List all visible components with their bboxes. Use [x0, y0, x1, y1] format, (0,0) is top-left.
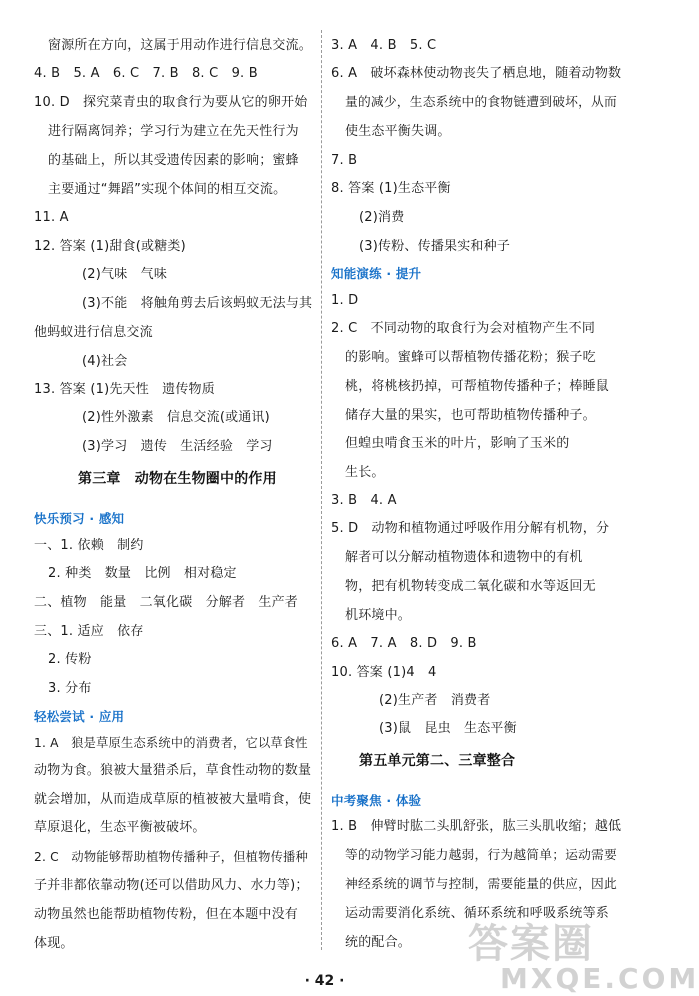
watermark-text: 答案圈: [468, 921, 594, 967]
text-line: 等的动物学习能力越弱，行为越简单；运动需要: [345, 848, 617, 863]
text-line: 2. C 不同动物的取食行为会对植物产生不同: [331, 321, 596, 336]
text-line: (3)不能 将触角剪去后该蚂蚁无法与其: [82, 296, 313, 311]
text-line: 13. 答案 (1)先天性 遗传物质: [34, 382, 215, 397]
section-heading: 中考聚焦 · 体验: [331, 793, 422, 808]
text-line: (3)鼠 昆虫 生态平衡: [379, 721, 517, 736]
text-line: 主要通过“舞蹈”实现个体间的相互交流。: [48, 182, 287, 197]
section-heading: 快乐预习 · 感知: [34, 511, 125, 526]
text-line: 储存大量的果实，也可帮助植物传播种子。: [345, 408, 596, 423]
text-line: 2. 种类 数量 比例 相对稳定: [48, 566, 237, 581]
text-line: (4)社会: [82, 354, 128, 369]
text-line: 生长。: [345, 465, 385, 480]
text-line: 10. D 探究菜青虫的取食行为要从它的卵开始: [34, 95, 308, 110]
text-line: 1. B 伸臂时肱二头肌舒张，肱三头肌收缩；越低: [331, 819, 622, 834]
text-line: 草原退化，生态平衡被破坏。: [34, 820, 206, 835]
text-line: 运动需要消化系统、循环系统和呼吸系统等系: [345, 906, 610, 921]
text-line: 二、植物 能量 二氧化碳 分解者 生产者: [34, 595, 299, 610]
text-line: 他蚂蚁进行信息交流: [34, 325, 153, 340]
text-line: 3. A 4. B 5. C: [331, 38, 437, 53]
text-line: 机环境中。: [345, 608, 412, 623]
text-line: (2)气味 气味: [82, 267, 168, 282]
text-line: 3. B 4. A: [331, 493, 397, 508]
text-line: 就会增加，从而造成草原的植被被大量啃食，使: [34, 792, 312, 807]
chapter-heading: 第五单元第二、三章整合: [359, 753, 516, 769]
page-number: · 42 ·: [304, 973, 345, 989]
text-line: 1. A 狼是草原生态系统中的消费者，它以草食性: [34, 736, 308, 750]
text-line: 神经系统的调节与控制，需要能量的供应，因此: [345, 877, 617, 892]
text-line: 进行隔离饲养；学习行为建立在先天性行为: [48, 124, 299, 139]
text-line: 8. 答案 (1)生态平衡: [331, 181, 451, 196]
text-line: 1. D: [331, 293, 359, 308]
watermark-url: MXQE.COM: [500, 962, 699, 995]
text-line: 量的减少，生态系统中的食物链遭到破坏，从而: [345, 95, 617, 110]
text-line: 窗源所在方向，这属于用动作进行信息交流。: [48, 38, 313, 53]
text-line: (3)传粉、传播果实和种子: [359, 239, 511, 254]
column-divider: [321, 30, 323, 950]
text-line: 物，把有机物转变成二氧化碳和水等返回无: [345, 579, 596, 594]
text-line: 5. D 动物和植物通过呼吸作用分解有机物，分: [331, 521, 610, 536]
text-line: 三、1. 适应 依存: [34, 624, 144, 639]
text-line: 桃，将桃核扔掉，可帮植物传播种子；棒睡鼠: [345, 379, 610, 394]
text-line: (2)生产者 消费者: [379, 693, 491, 708]
text-line: (2)性外激素 信息交流(或通讯): [82, 410, 270, 425]
text-line: 6. A 破坏森林使动物丧失了栖息地，随着动物数: [331, 66, 622, 81]
text-line: 解者可以分解动植物遗体和遗物中的有机: [345, 550, 583, 565]
text-line: 使生态平衡失调。: [345, 124, 451, 139]
text-line: (3)学习 遗传 生活经验 学习: [82, 439, 273, 454]
text-line: 子并非都依靠动物(还可以借助风力、水力等)；: [34, 878, 309, 893]
text-line: 2. 传粉: [48, 652, 92, 667]
text-line: 10. 答案 (1)4 4: [331, 665, 437, 680]
text-line: 体现。: [34, 936, 74, 951]
text-line: 11. A: [34, 210, 69, 225]
text-line: 动物为食。狼被大量猎杀后，草食性动物的数量: [34, 763, 312, 778]
text-line: 但蝗虫啃食玉米的叶片，影响了玉米的: [345, 436, 570, 451]
text-line: 6. A 7. A 8. D 9. B: [331, 636, 477, 651]
watermark-logo: [468, 912, 699, 995]
section-heading: 知能演练 · 提升: [331, 266, 422, 281]
text-line: 2. C 动物能够帮助植物传播种子，但植物传播种: [34, 850, 308, 864]
text-line: 3. 分布: [48, 681, 92, 696]
text-line: (2)消费: [359, 210, 405, 225]
text-line: 7. B: [331, 153, 358, 168]
text-line: 12. 答案 (1)甜食(或糖类): [34, 239, 186, 254]
section-heading: 轻松尝试 · 应用: [34, 709, 125, 724]
text-line: 动物虽然也能帮助植物传粉，但在本题中没有: [34, 907, 299, 922]
text-line: 统的配合。: [345, 935, 412, 950]
text-line: 一、1. 依赖 制约: [34, 538, 144, 553]
text-line: 的影响。蜜蜂可以帮植物传播花粉；猴子吃: [345, 350, 596, 365]
text-line: 的基础上，所以其受遗传因素的影响；蜜蜂: [48, 153, 299, 168]
chapter-heading: 第三章 动物在生物圈中的作用: [78, 471, 277, 487]
text-line: 4. B 5. A 6. C 7. B 8. C 9. B: [34, 66, 258, 81]
